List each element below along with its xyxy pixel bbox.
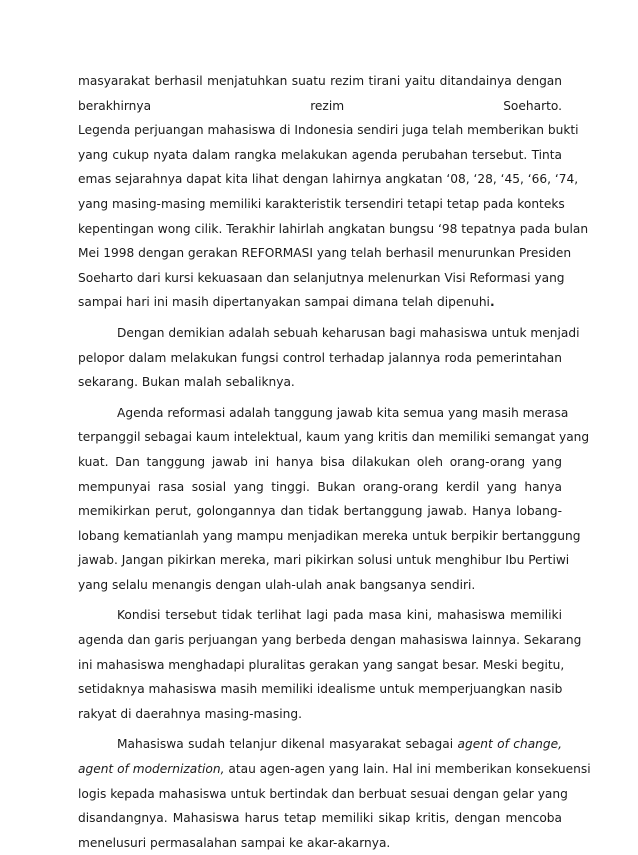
text-line: ini mahasiswa menghadapi pluralitas gerakan yang sangat besar. Meski begitu, — [78, 657, 565, 672]
text-line: Legenda perjuangan mahasiswa di Indonesia sendiri juga telah memberikan bukti — [78, 123, 579, 138]
word: Soeharto. — [503, 98, 562, 113]
document-page — [78, 69, 591, 855]
text-line: pelopor dalam melakukan fungsi control terhadap jalannya roda pemerintahan — [78, 350, 562, 365]
text-fragment: atau agen-agen yang lain. Hal ini memberikan konsekuensi — [224, 762, 591, 777]
text-line: yang selalu menangis dengan ulah-ulah anak bangsanya sendiri. — [78, 577, 476, 592]
text-fragment: sampai hari ini masih dipertanyakan sampai dimana telah dipenuhi — [78, 295, 490, 310]
text-line: masyarakat berhasil menjatuhkan suatu rezim tirani yaitu ditandainya dengan — [78, 74, 562, 88]
text-line: memikirkan perut, golongannya dan tidak bertanggung jawab. Hanya lobang- — [78, 504, 562, 519]
word: berakhirnya — [78, 98, 152, 113]
text-line — [78, 757, 591, 782]
text-fragment: Mahasiswa sudah telanjur dikenal masyarakat sebagai — [117, 737, 458, 752]
text-line: kuat. Dan tanggung jawab ini hanya bisa dilakukan oleh orang-orang yang — [78, 454, 562, 469]
text-line: sekarang. Bukan malah sebaliknya. — [78, 375, 295, 390]
text-line: emas sejarahnya dapat kita lihat dengan lahirnya angkatan ‘08, ‘28, ‘45, ‘66, ‘74, — [78, 172, 579, 187]
paragraph-3 — [78, 401, 590, 598]
paragraph-2 — [78, 321, 580, 395]
text-line: Soeharto dari kursi kekuasaan dan selanjutnya melenurkan Visi Reformasi yang — [78, 270, 565, 285]
text-line: setidaknya mahasiswa masih memiliki idealisme untuk memperjuangkan nasib — [78, 682, 563, 697]
paragraph-4 — [78, 603, 582, 726]
text-line: Dengan demikian adalah sebuah keharusan bagi mahasiswa untuk menjadi — [117, 325, 580, 340]
text-line — [78, 94, 562, 119]
text-line: menelusuri permasalahan sampai ke akar-akarnya. — [78, 835, 391, 850]
text-line: jawab. Jangan pikirkan mereka, mari pikirkan solusi untuk menghibur Ibu Pertiwi — [78, 553, 570, 568]
text-line: Kondisi tersebut tidak terlihat lagi pada masa kini, mahasiswa memiliki — [117, 608, 562, 623]
paragraph-1 — [78, 69, 589, 315]
word: rezim — [310, 98, 345, 113]
italic-term: agent of change, — [457, 737, 563, 752]
text-line: yang cukup nyata dalam rangka melakukan agenda perubahan tersebut. Tinta — [78, 147, 562, 162]
text-line: yang masing-masing memiliki karakteristik tersendiri tetapi tetap pada konteks — [78, 196, 565, 211]
text-line: disandangnya. Mahasiswa harus tetap memiliki sikap kritis, dengan mencoba — [78, 811, 562, 826]
text-line: mempunyai rasa sosial yang tinggi. Bukan orang-orang kerdil yang hanya — [78, 479, 562, 494]
text-line — [78, 732, 562, 757]
text-line: Agenda reformasi adalah tanggung jawab kita semua yang masih merasa — [117, 405, 569, 420]
text-line: rakyat di daerahnya masing-masing. — [78, 706, 302, 721]
text-line: Mei 1998 dengan gerakan REFORMASI yang telah berhasil menurunkan Presiden — [78, 246, 572, 261]
text-line: logis kepada mahasiswa untuk bertindak dan berbuat sesuai dengan gelar yang — [78, 786, 568, 801]
end-mark: . — [489, 295, 495, 310]
text-line — [78, 290, 562, 315]
paragraph-5 — [78, 732, 591, 855]
text-line: terpanggil sebagai kaum intelektual, kaum yang kritis dan memiliki semangat yang — [78, 430, 590, 445]
italic-term: agent of modernization, — [78, 762, 225, 777]
text-line: kepentingan wong cilik. Terakhir lahirlah angkatan bungsu ‘98 tepatnya pada bulan — [78, 221, 589, 236]
text-line: agenda dan garis perjuangan yang berbeda dengan mahasiswa lainnya. Sekarang — [78, 633, 582, 648]
text-line: lobang kematianlah yang mampu menjadikan mereka untuk berpikir bertanggung — [78, 528, 581, 543]
